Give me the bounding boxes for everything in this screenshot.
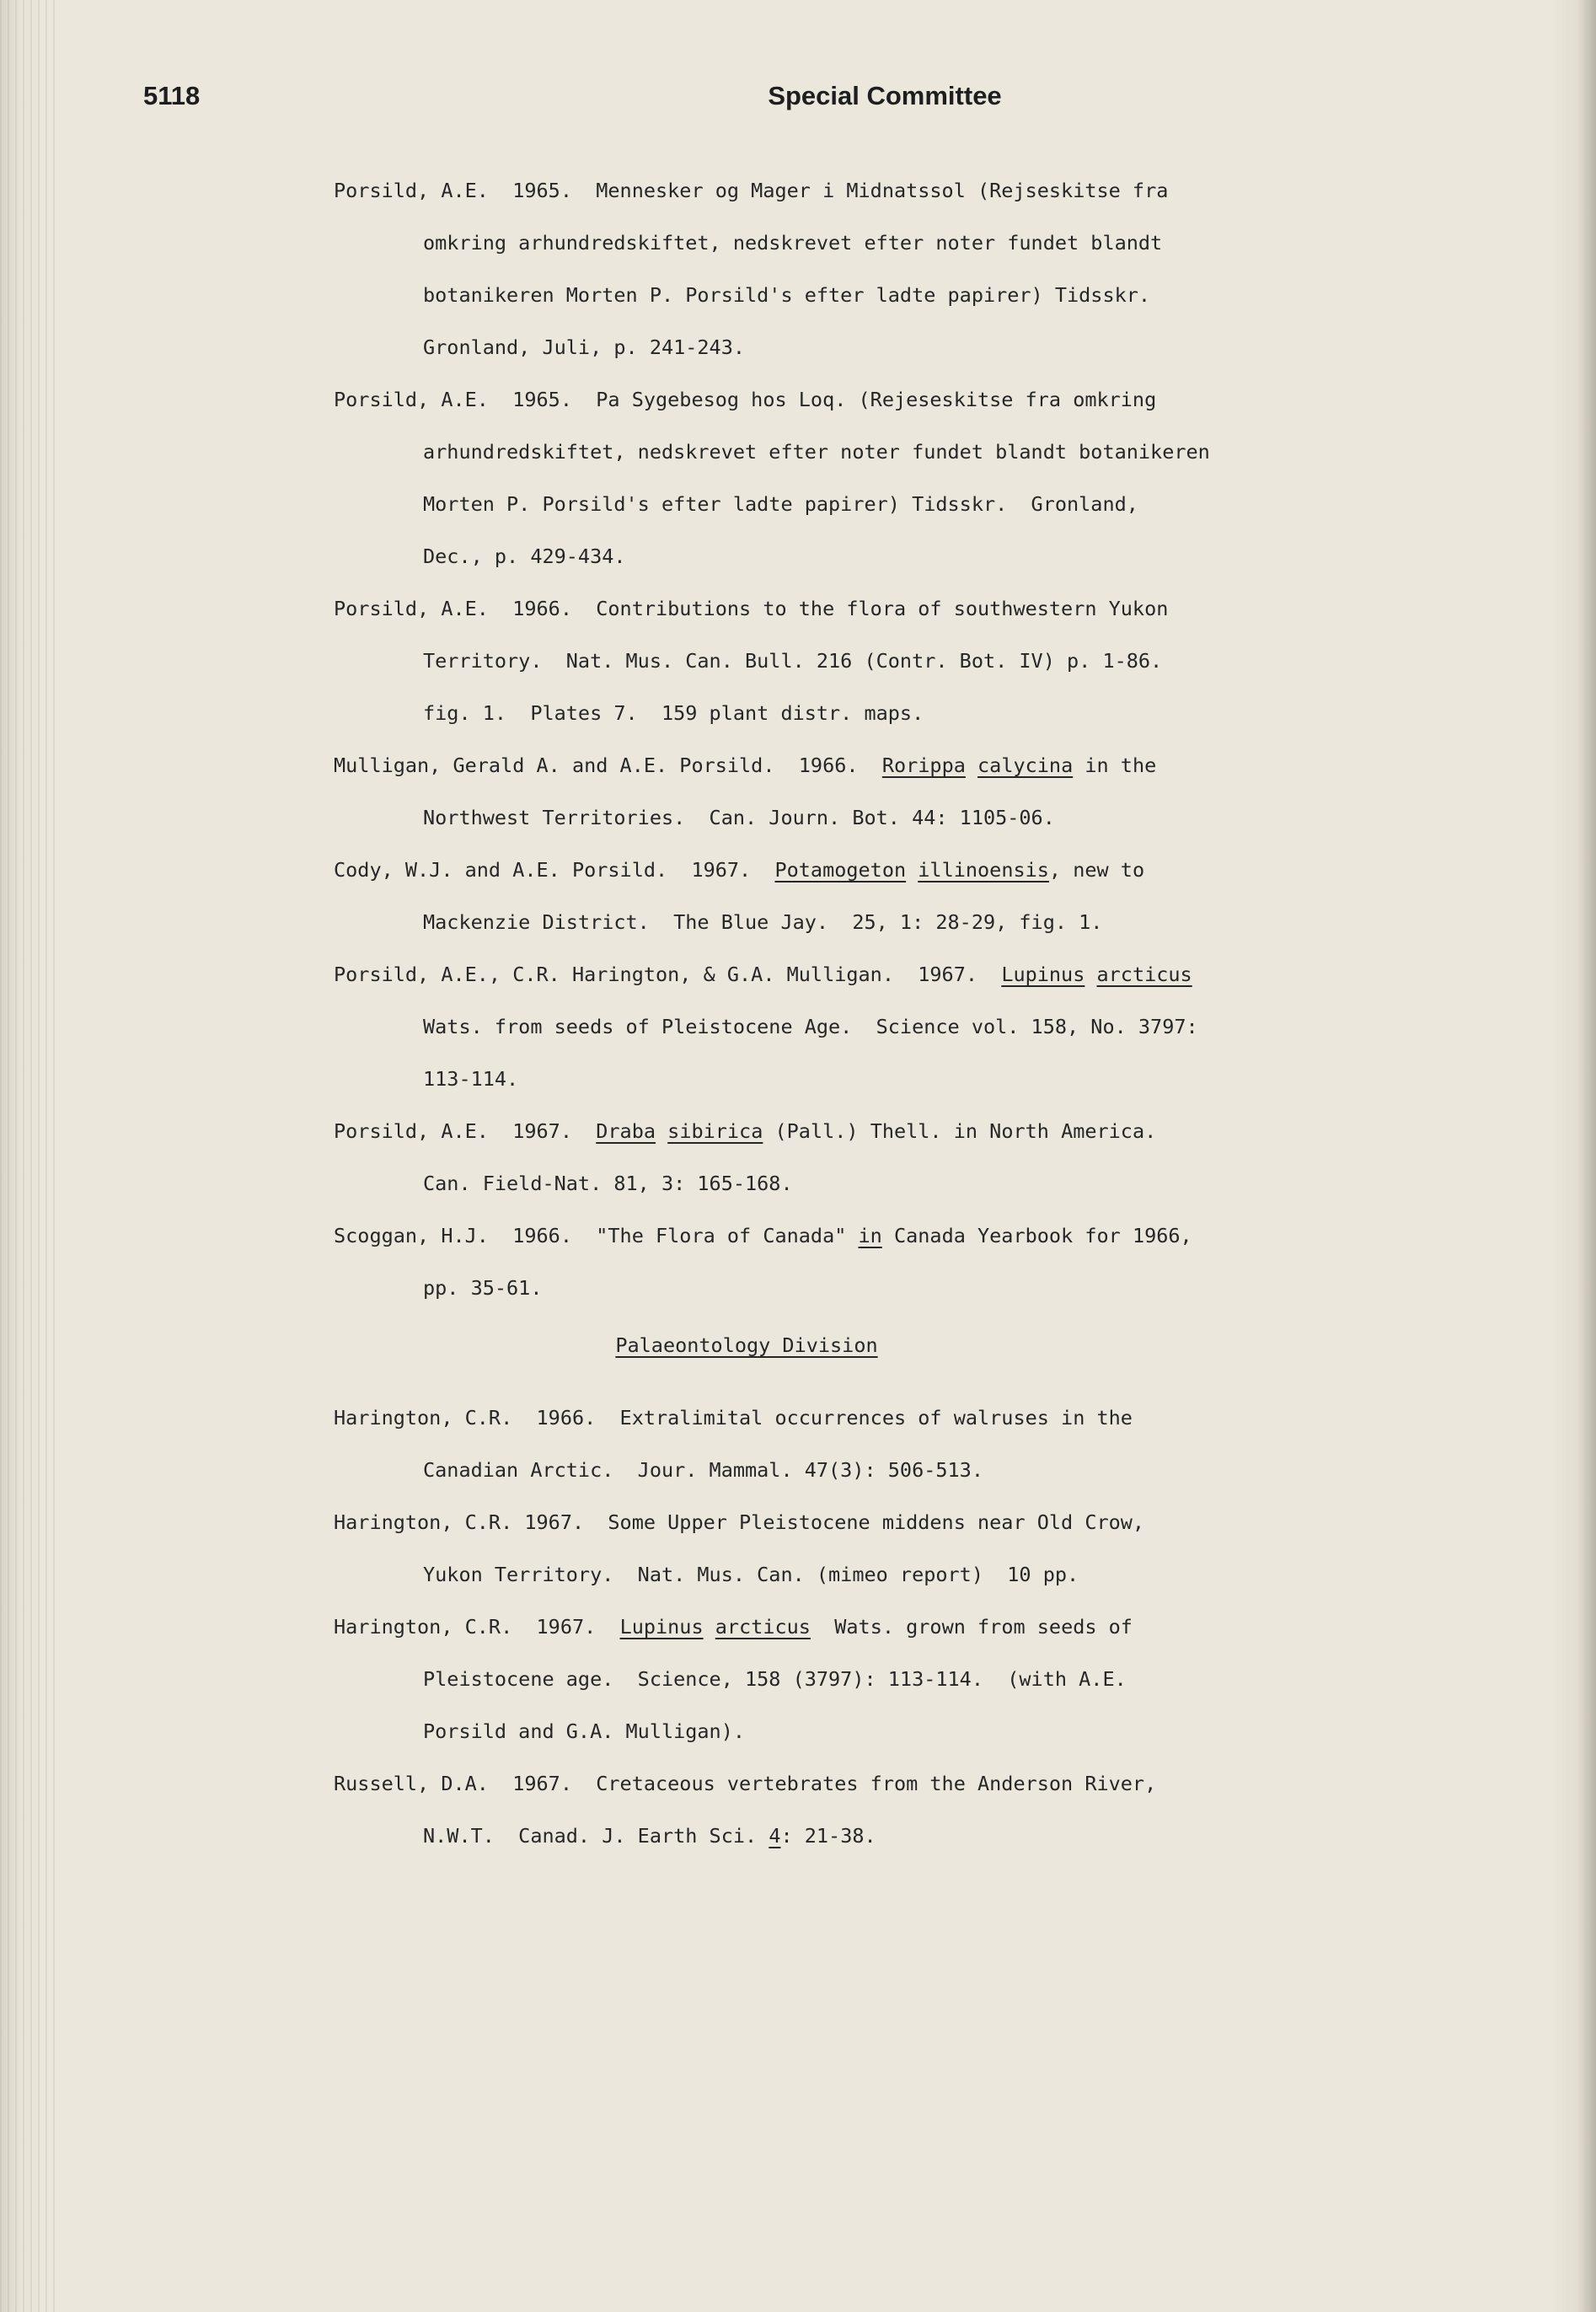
section-heading-text: Palaeontology Division xyxy=(615,1333,878,1357)
entry-line: 113-114. xyxy=(423,1067,519,1091)
taxon-genus: Rorippa xyxy=(881,754,966,777)
entry-line: omkring arhundredskiftet, nedskrevet efter noter fundet blandt xyxy=(423,231,1163,255)
bibliography-entry xyxy=(334,954,1294,1111)
entry-line xyxy=(334,1111,1294,1163)
entry-text: Mulligan, Gerald A. and A.E. Porsild. 1966. xyxy=(334,754,882,777)
entry-line: Can. Field-Nat. 81, 3: 165-168. xyxy=(423,1172,793,1195)
entry-text: (Pall.) Thell. in North America. xyxy=(763,1119,1157,1143)
entry-line: pp. 35-61. xyxy=(423,1276,543,1300)
entry-text: Porsild, A.E., C.R. Harington, & G.A. Mulligan. 1967. xyxy=(334,963,1002,986)
entry-text: in the xyxy=(1073,754,1157,777)
entry-line xyxy=(334,1607,1294,1659)
taxon-species: arcticus xyxy=(715,1615,811,1639)
space xyxy=(1085,963,1096,986)
running-title: Special Committee xyxy=(768,81,1002,110)
bibliography-entry xyxy=(334,745,1294,850)
bibliography-entry xyxy=(334,1215,1294,1320)
entry-line: Harington, C.R. 1967. Some Upper Pleistocene middens near Old Crow, xyxy=(334,1510,1145,1534)
entry-line: Morten P. Porsild's efter ladte papirer) Tidsskr. Gronland, xyxy=(423,492,1138,516)
entry-line: Gronland, Juli, p. 241-243. xyxy=(423,335,746,359)
entry-text: Scoggan, H.J. 1966. "The Flora of Canada" xyxy=(334,1224,859,1247)
entry-line xyxy=(334,745,1294,797)
entry-line: Wats. from seeds of Pleistocene Age. Science vol. 158, No. 3797: xyxy=(423,1015,1198,1038)
bibliography-entry xyxy=(334,1763,1294,1868)
taxon-species: calycina xyxy=(977,754,1074,777)
entry-text: Porsild, A.E. 1967. xyxy=(334,1119,597,1143)
entry-line: Canadian Arctic. Jour. Mammal. 47(3): 506-513. xyxy=(423,1458,983,1482)
entry-line: arhundredskiftet, nedskrevet efter noter fundet blandt botanikeren xyxy=(423,440,1210,464)
section-heading xyxy=(334,1320,1160,1397)
taxon-genus: Draba xyxy=(596,1119,656,1143)
entry-line xyxy=(334,1215,1294,1268)
bibliography-entry xyxy=(334,850,1294,954)
entry-line: Pleistocene age. Science, 158 (3797): 113-114. (with A.E. xyxy=(423,1667,1127,1691)
bibliography-entry xyxy=(334,1397,1294,1502)
space xyxy=(966,754,977,777)
taxon-species: illinoensis xyxy=(918,858,1049,882)
taxon-species: arcticus xyxy=(1096,963,1192,986)
entry-line xyxy=(334,850,1294,902)
entry-text: : 21-38. xyxy=(780,1824,876,1848)
entry-line: Northwest Territories. Can. Journ. Bot. 44: 1105-06. xyxy=(423,806,1055,829)
bibliography-entry xyxy=(334,170,1294,379)
taxon-genus: Lupinus xyxy=(619,1615,704,1639)
entry-text: Canada Yearbook for 1966, xyxy=(881,1224,1192,1247)
entry-line: Russell, D.A. 1967. Cretaceous vertebrates from the Anderson River, xyxy=(334,1772,1157,1795)
entry-text: , new to xyxy=(1048,858,1145,882)
entry-line: Mackenzie District. The Blue Jay. 25, 1: 28-29, fig. 1. xyxy=(423,910,1103,934)
entry-line xyxy=(334,954,1294,1006)
bibliography xyxy=(334,170,1294,1868)
entry-line: Harington, C.R. 1966. Extralimital occurrences of walruses in the xyxy=(334,1406,1133,1430)
taxon-genus: Lupinus xyxy=(1001,963,1085,986)
page-edge-shadow xyxy=(0,0,59,2312)
space xyxy=(704,1615,715,1639)
bibliography-entry xyxy=(334,588,1294,745)
entry-line: Porsild, A.E. 1966. Contributions to the flora of southwestern Yukon xyxy=(334,597,1169,620)
entry-text: Harington, C.R. 1967. xyxy=(334,1615,620,1639)
page-number: 5118 xyxy=(143,81,201,110)
entry-line: fig. 1. Plates 7. 159 plant distr. maps. xyxy=(423,701,924,725)
volume-number: 4 xyxy=(769,1824,781,1848)
entry-line: Dec., p. 429-434. xyxy=(423,544,626,568)
taxon-species: sibirica xyxy=(667,1119,763,1143)
underlined-word: in xyxy=(858,1224,882,1247)
entry-line xyxy=(334,1816,1294,1868)
entry-text: N.W.T. Canad. J. Earth Sci. xyxy=(423,1824,769,1848)
bibliography-entry xyxy=(334,1111,1294,1215)
taxon-genus: Potamogeton xyxy=(774,858,907,882)
bibliography-entry xyxy=(334,1607,1294,1763)
bibliography-entry xyxy=(334,1502,1294,1607)
entry-line: Porsild, A.E. 1965. Mennesker og Mager i Midnatssol (Rejseskitse fra xyxy=(334,179,1169,202)
entry-line: botanikeren Morten P. Porsild's efter ladte papirer) Tidsskr. xyxy=(423,283,1151,307)
page-header xyxy=(143,81,1348,118)
entry-text: Cody, W.J. and A.E. Porsild. 1967. xyxy=(334,858,775,882)
space xyxy=(656,1119,667,1143)
entry-line: Porsild and G.A. Mulligan). xyxy=(423,1719,746,1743)
entry-line: Yukon Territory. Nat. Mus. Can. (mimeo report) 10 pp. xyxy=(423,1563,1079,1586)
entry-line: Porsild, A.E. 1965. Pa Sygebesog hos Loq. (Rejeseskitse fra omkring xyxy=(334,388,1157,411)
space xyxy=(906,858,918,882)
entry-line: Territory. Nat. Mus. Can. Bull. 216 (Contr. Bot. IV) p. 1-86. xyxy=(423,649,1163,673)
bibliography-entry xyxy=(334,379,1294,588)
entry-text: Wats. grown from seeds of xyxy=(810,1615,1133,1639)
